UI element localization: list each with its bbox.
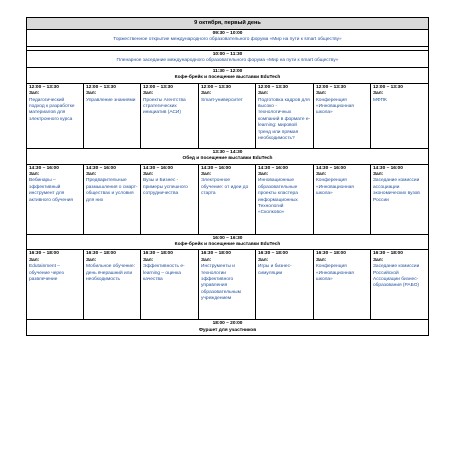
- session-title: МФПК: [373, 97, 387, 103]
- session-title: Проекты Агентства стратегических инициатив (АСИ): [143, 97, 186, 116]
- hall-label: Зал:: [86, 91, 97, 97]
- session-title: Электронное обучение: от идеи до старта: [201, 178, 249, 197]
- opening-time: 09:30 – 10:00: [212, 31, 243, 36]
- session-cell: [314, 164, 371, 234]
- session-time: 16:30 – 18:00: [316, 251, 346, 257]
- session-cell: [314, 83, 371, 148]
- day-title: 9 октября, первый день: [27, 18, 429, 30]
- hall-label: Зал:: [316, 172, 327, 178]
- session-cell: [199, 250, 256, 320]
- session-time: 12:00 – 13:30: [373, 84, 403, 90]
- session-time: 12:00 – 13:30: [201, 84, 231, 90]
- hall-label: Зал:: [201, 172, 212, 178]
- lunch-time: 13:30 – 14:30: [212, 149, 243, 155]
- session-block-2: [27, 164, 429, 234]
- coffee-break-cell-2: [27, 234, 429, 250]
- session-cell: [256, 250, 314, 320]
- hall-label: Зал:: [373, 91, 384, 97]
- hall-label: Зал:: [143, 91, 154, 97]
- lunch-cell: [27, 148, 429, 164]
- lunch-row: [27, 148, 429, 164]
- session-title: Конференция «Инновационная школа»: [316, 264, 354, 283]
- session-cell: [141, 83, 199, 148]
- session-time: 16:30 – 18:00: [201, 251, 231, 257]
- session-cell: [371, 164, 429, 234]
- session-time: 16:30 – 18:00: [373, 251, 403, 257]
- session-time: 14:30 – 16:00: [143, 165, 173, 171]
- session-cell: [84, 250, 141, 320]
- session-block-1: [27, 83, 429, 148]
- session-cell: [27, 83, 84, 148]
- dinner-title: Фуршет для участников: [198, 327, 257, 333]
- session-block-3: [27, 250, 429, 320]
- opening-row: [27, 30, 429, 47]
- hall-label: Зал:: [29, 257, 40, 263]
- session-title: Заседание комиссии ассоциации экономических вузов России: [373, 178, 420, 203]
- session-title: Smart-университет: [201, 97, 243, 103]
- session-time: 14:30 – 16:00: [316, 165, 346, 171]
- session-time: 16:30 – 18:00: [143, 251, 173, 257]
- coffee-break-row: [27, 68, 429, 84]
- session-title: Эффективность e-learning – оценка качества: [143, 264, 185, 283]
- session-title: Edutainment – обучение через развлечение: [29, 264, 64, 283]
- opening-title: Торжественное открытие международного образовательного форума «Мир на пути к smart обществу»: [113, 37, 342, 43]
- session-cell: [314, 250, 371, 320]
- hall-label: Зал:: [201, 91, 212, 97]
- session-cell: [84, 164, 141, 234]
- session-cell: [27, 250, 84, 320]
- session-time: 16:30 – 18:00: [29, 251, 59, 257]
- coffee-break-cell: [27, 68, 429, 84]
- session-title: Мобильное обучение: день вчерашний или необходимость: [86, 264, 135, 283]
- schedule-table: [26, 17, 429, 336]
- session-cell: [371, 250, 429, 320]
- session-time: 14:30 – 16:00: [86, 165, 116, 171]
- hall-label: Зал:: [373, 257, 384, 263]
- session-title: Конференция «Инновационная школа»: [316, 178, 354, 197]
- session-cell: [27, 164, 84, 234]
- session-time: 12:00 – 13:30: [316, 84, 346, 90]
- session-time: 14:30 – 16:00: [201, 165, 231, 171]
- session-cell: [141, 250, 199, 320]
- dinner-time: 18:00 – 20:00: [212, 321, 243, 327]
- session-time: 14:30 – 16:00: [258, 165, 288, 171]
- coffee-break-time-2: 16:00 – 16:30: [212, 235, 243, 241]
- hall-label: Зал:: [29, 91, 40, 97]
- session-title: Подготовка кадров для высоко - технологичных компаний в формате e-learning: мировой тренд или прямая необходимость?: [258, 97, 311, 142]
- session-cell: [199, 83, 256, 148]
- session-cell: [256, 83, 314, 148]
- session-title: Предварительные размышления о смарт-обществах и условия для них: [86, 178, 138, 203]
- plenary-cell: [27, 51, 429, 68]
- session-time: 12:00 – 13:30: [86, 84, 116, 90]
- plenary-time: 10:00 – 11:30: [212, 52, 243, 57]
- session-title: Игры и бизнес-симуляции: [258, 264, 292, 276]
- lunch-title: Обед и посещение выставки EduTech: [182, 156, 273, 162]
- coffee-break-row-2: [27, 234, 429, 250]
- plenary-row: [27, 51, 429, 68]
- session-time: 12:00 – 13:30: [258, 84, 288, 90]
- session-time: 12:00 – 13:30: [29, 84, 59, 90]
- coffee-break-time: 11:30 – 12:00: [212, 69, 243, 74]
- session-cell: [199, 164, 256, 234]
- dinner-cell: [27, 320, 429, 336]
- session-title: Вебинары – эффективный инструмент для активного обучения: [29, 178, 74, 203]
- hall-label: Зал:: [316, 257, 327, 263]
- coffee-break-title: Кофе-брейк и посещение выставки EduTech: [174, 75, 281, 81]
- session-time: 16:30 – 18:00: [86, 251, 116, 257]
- hall-label: Зал:: [258, 257, 269, 263]
- hall-label: Зал:: [258, 91, 269, 97]
- session-title: Вузы и Бизнес - примеры успешного сотрудничества: [143, 178, 188, 197]
- session-time: 16:30 – 18:00: [258, 251, 288, 257]
- hall-label: Зал:: [316, 91, 327, 97]
- hall-label: Зал:: [201, 257, 212, 263]
- session-time: 14:30 – 16:00: [29, 165, 59, 171]
- session-title: Заседание комиссии Российской Ассоциации бизнес-образования (РАБО): [373, 264, 420, 289]
- session-cell: [84, 83, 141, 148]
- coffee-break-title-2: Кофе-брейк и посещение выставки EduTech: [174, 242, 281, 248]
- plenary-title: Пленарное заседание международного образовательного форума «Мир на пути к smart обществу»: [116, 58, 339, 64]
- hall-label: Зал:: [143, 172, 154, 178]
- dinner-row: [27, 320, 429, 336]
- session-cell: [256, 164, 314, 234]
- hall-label: Зал:: [86, 172, 97, 178]
- hall-label: Зал:: [143, 257, 154, 263]
- opening-cell: [27, 30, 429, 47]
- session-title: Управление знаниями: [86, 97, 136, 103]
- session-title: Конференция «Инновационная школа»: [316, 97, 354, 116]
- hall-label: Зал:: [373, 172, 384, 178]
- hall-label: Зал:: [86, 257, 97, 263]
- session-time: 14:30 – 16:00: [373, 165, 403, 171]
- session-title: Педагогический подход к разработке материалов для электронного курса: [29, 97, 75, 122]
- session-title: Инновационные образовательные проекты кластера информационных Технологий «Сколково»: [258, 178, 298, 216]
- session-cell: [141, 164, 199, 234]
- hall-label: Зал:: [258, 172, 269, 178]
- session-title: Инструменты и технологии эффективного управления образовательным учреждением: [201, 264, 241, 302]
- hall-label: Зал:: [29, 172, 40, 178]
- day-header-row: [27, 18, 429, 30]
- session-cell: [371, 83, 429, 148]
- session-time: 12:00 – 13:30: [143, 84, 173, 90]
